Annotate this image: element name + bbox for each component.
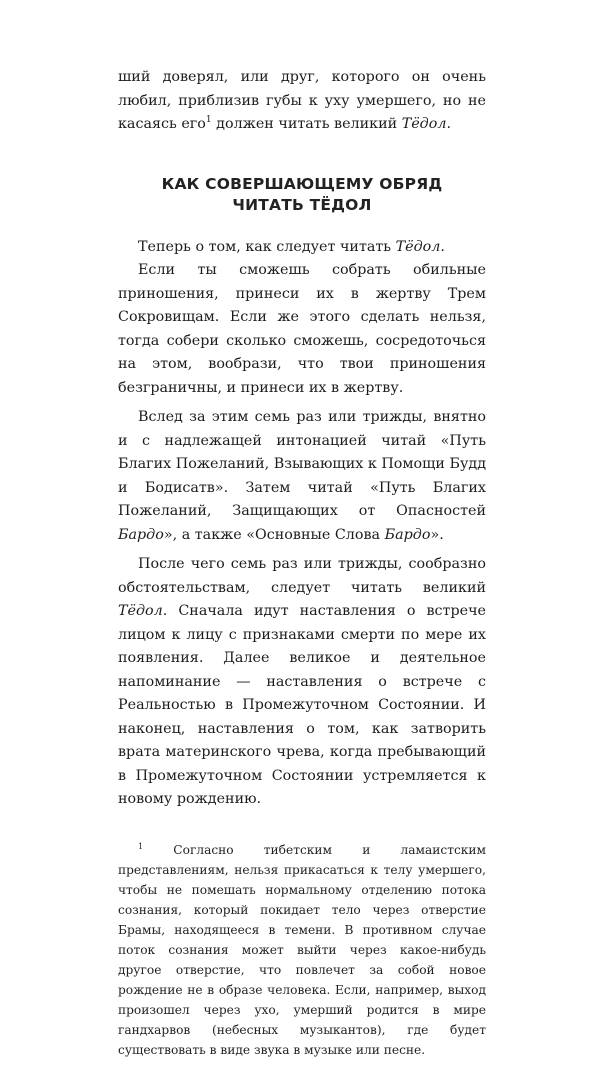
paragraph-1-book-title: Тёдол <box>395 238 441 255</box>
paragraph-2: Если ты сможешь собрать обильные приношения, принеси их в жертву Трем Сокровищам. Если же этого сделать нельзя, тогда собери сколько сможешь, сосредоточься на этом, вообрази, что твои приношения безграничны, и принеси их в жертву. <box>118 262 486 396</box>
footnote-number: 1 <box>138 841 144 851</box>
footnote <box>118 840 486 1060</box>
footnote-reference[interactable]: 1 <box>205 115 212 126</box>
paragraph-1 <box>118 236 486 260</box>
intro-paragraph <box>118 66 486 137</box>
paragraph-3-end: ». <box>430 526 444 543</box>
paragraph-4-text: После чего семь раз или трижды, сообразно обстоятельствам, следует читать великий <box>118 556 486 596</box>
section-heading <box>118 174 486 216</box>
paragraph-3-bardo-1: Бардо <box>118 526 164 543</box>
paragraph-3-text-middle: », а также «Основные Слова <box>163 526 385 543</box>
intro-book-title: Тёдол <box>401 116 447 132</box>
section-body <box>118 236 486 812</box>
intro-text-start: ший доверял, или друг, которого он очень любил, приблизив губы к уху умершего, но не касаясь его <box>118 69 486 132</box>
book-page <box>118 66 486 1072</box>
intro-text-middle: должен читать великий <box>211 116 402 132</box>
paragraph-1-text: Теперь о том, как следует читать <box>138 238 396 255</box>
paragraph-1-end: . <box>440 238 445 255</box>
paragraph-3-bardo-2: Бардо <box>384 526 431 543</box>
section-heading-line2: ЧИТАТЬ ТЁДОЛ <box>232 195 372 214</box>
section-heading-line1: КАК СОВЕРШАЮЩЕМУ ОБРЯД <box>161 174 443 193</box>
paragraph-4-book-title: Тёдол <box>118 603 163 619</box>
paragraph-4 <box>118 553 486 812</box>
footnote-text: Согласно тибетским и ламаистским представлениям, нельзя прикасаться к телу умершего, чтобы не помешать нормальному отделению потока сознания, который покидает тело через отверстие Брамы, находящееся в темени. В противном случае поток сознания может выйти через какое-нибудь другое отверстие, что повлечет за собой новое рождение не в образе человека. Если, например, выход произошел через ухо, умерший родится в мире гандхарвов (небесных музыкантов), где будет существовать в виде звука в музыке или песне. <box>118 842 486 1057</box>
intro-text-end: . <box>446 116 452 132</box>
paragraph-3 <box>118 406 486 547</box>
paragraph-4-rest: . Сначала идут наставления о встрече лицом к лицу с признаками смерти по мере их появления. Далее великое и деятельное напоминание — наставления о встрече с Реальностью в Промежуточном Состоянии. И наконец, наставления о том, как затворить врата материнского чрева, когда пребывающий в Промежуточном Состоянии устремляется к новому рождению. <box>118 603 486 807</box>
paragraph-3-text: Вслед за этим семь раз или трижды, внятно и с надлежащей интонацией читай «Путь Благих Пожеланий, Взывающих к Помощи Будд и Бодисатв». Затем читай «Путь Благих Пожеланий, Защищающих от Опасностей <box>118 409 487 519</box>
